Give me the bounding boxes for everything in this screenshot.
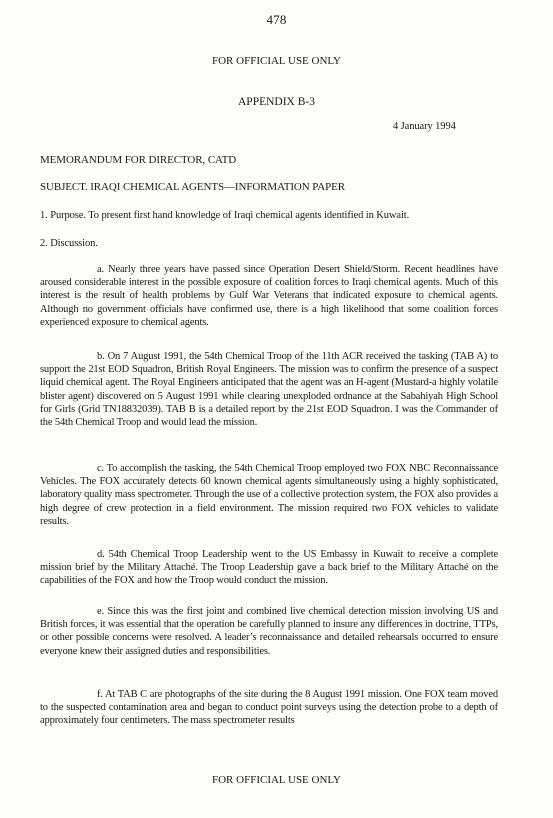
memo-date: 4 January 1994	[393, 121, 456, 132]
paragraph-f: f. At TAB C are photographs of the site during the 8 August 1991 mission. One FOX team moved to the suspected contamination area and began to conduct point surveys using the detection probe to a depth of approximately four centimeters. The mass spectrometer results	[40, 689, 498, 727]
memo-subject: SUBJECT. IRAQI CHEMICAL AGENTS—INFORMATION PAPER	[40, 181, 345, 193]
memo-addressee: MEMORANDUM FOR DIRECTOR, CATD	[40, 154, 237, 166]
footer-marking: FOR OFFICIAL USE ONLY	[212, 774, 341, 786]
paragraph-a: a. Nearly three years have passed since Operation Desert Shield/Storm. Recent headlines have aroused considerable interest in the possible exposure of coalition forces to Iraqi chemical agents. Much of this interest is the result of health problems by Gulf War Veterans that indicated exposure to chemical agents. Although no government officials have confirmed use, there is a high likelihood that some coalition forces experienced exposure to chemical agents.	[40, 264, 498, 328]
page-number: 478	[266, 12, 287, 27]
paragraph-d: d. 54th Chemical Troop Leadership went to the US Embassy in Kuwait to receive a complete mission brief by the Military Attaché. The Troop Leadership gave a back brief to the Military Attaché on the capabilities of the FOX and how the Troop would conduct the mission.	[40, 549, 498, 587]
appendix-title: APPENDIX B-3	[238, 96, 315, 108]
paragraph-b: b. On 7 August 1991, the 54th Chemical Troop of the 11th ACR received the tasking (TAB A) to support the 21st EOD Squadron, British Royal Engineers. The mission was to confirm the presence of a suspect liquid chemical agent. The Royal Engineers anticipated that the agent was an H-agent (Mustard-a highly volatile blister agent) discovered on 5 August 1991 while clearing unexploded ordnance at the Sabahiyah High School for Girls (Grid TN18832039). TAB B is a detailed report by the 21st EOD Squadron. I was the Commander of the 54th Chemical Troop and would lead the mission.	[40, 351, 498, 429]
paragraph-e: e. Since this was the first joint and combined live chemical detection mission involving US and British forces, it was essential that the operation be carefully planned to insure any differences in doctrine, TTPs, or other possible concerns were resolved. A leader’s reconnaissance and detailed rehearsals occurred to ensure everyone knew their assigned duties and responsibilities.	[40, 606, 498, 657]
item-discussion: 2. Discussion.	[40, 238, 98, 249]
header-marking: FOR OFFICIAL USE ONLY	[212, 55, 341, 67]
paragraph-c: c. To accomplish the tasking, the 54th Chemical Troop employed two FOX NBC Reconnaissance Vehicles. The FOX accurately detects 60 known chemical agents simultaneously using a highly sophisticated, laboratory quality mass spectrometer. Through the use of a collective protection system, the FOX also provides a high degree of crew protection in a field environment. The mission required two FOX vehicles to validate results.	[40, 463, 498, 527]
item-purpose: 1. Purpose. To present first hand knowledge of Iraqi chemical agents identified in Kuwait.	[40, 210, 410, 221]
